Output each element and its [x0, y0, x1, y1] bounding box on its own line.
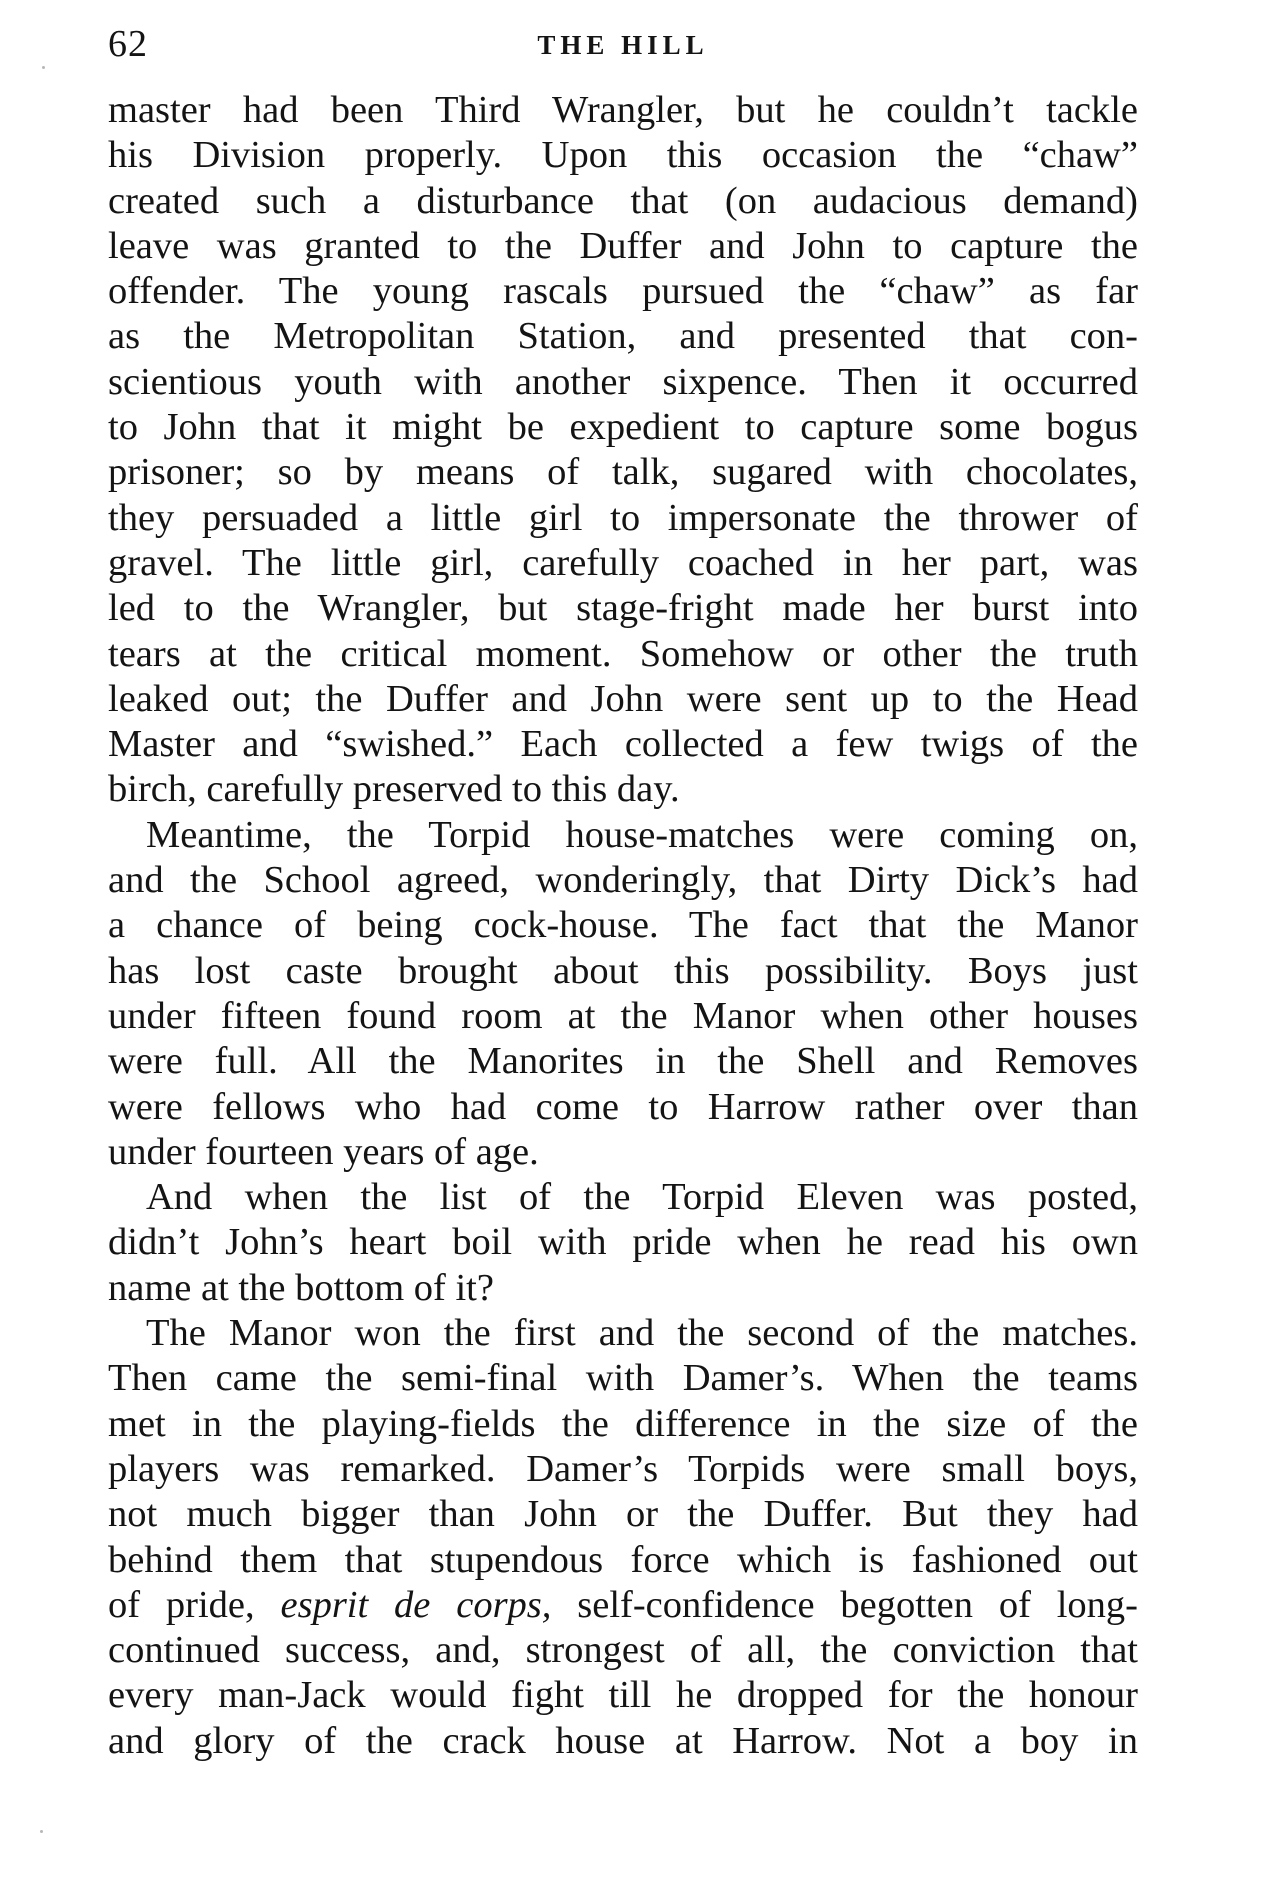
text-line: under fifteen found room at the Manor when other houses	[108, 994, 1138, 1037]
text-line-with-italic	[108, 1583, 1138, 1628]
text-line: behind them that stupendous force which is fashioned out	[108, 1538, 1138, 1581]
text-line: were full. All the Manorites in the Shell and Removes	[108, 1040, 1138, 1083]
text-line: were fellows who had come to Harrow rather over than	[108, 1085, 1138, 1128]
text-line: didn’t John’s heart boil with pride when he read his own	[108, 1221, 1138, 1264]
text-line: they persuaded a little girl to impersonate the thrower of	[108, 496, 1138, 539]
text-line: led to the Wrangler, but stage-fright made her burst into	[108, 587, 1138, 630]
text-line: and glory of the crack house at Harrow. Not a boy in	[108, 1719, 1138, 1762]
text-segment: self-confidence begotten of long-	[551, 1583, 1138, 1626]
text-line: players was remarked. Damer’s Torpids were small boys,	[108, 1447, 1138, 1490]
text-line: prisoner; so by means of talk, sugared with chocolates,	[108, 451, 1138, 494]
running-head	[108, 22, 1138, 72]
text-line: birch, carefully preserved to this day.	[108, 768, 680, 811]
text-line: gravel. The little girl, carefully coached in her part, was	[108, 541, 1138, 584]
text-line: met in the playing-fields the difference in the size of the	[108, 1402, 1138, 1445]
text-line: Meantime, the Torpid house-matches were coming on,	[146, 813, 1138, 856]
text-line: every man-Jack would fight till he dropped for the honour	[108, 1674, 1138, 1717]
text-line: scientious youth with another sixpence. Then it occurred	[108, 360, 1138, 403]
body-text	[108, 88, 1138, 1764]
running-title: THE HILL	[537, 30, 709, 60]
text-line: Master and “swished.” Each collected a few twigs of the	[108, 723, 1138, 766]
italic-phrase: esprit de corps,	[280, 1583, 552, 1626]
text-line: tears at the critical moment. Somehow or other the truth	[108, 632, 1138, 675]
text-line: leave was granted to the Duffer and John to capture the	[108, 224, 1138, 267]
text-line: Then came the semi-final with Damer’s. When the teams	[108, 1357, 1138, 1400]
text-line: name at the bottom of it?	[108, 1266, 494, 1309]
text-line: The Manor won the first and the second of the matches.	[146, 1312, 1138, 1355]
text-line: his Division properly. Upon this occasion the “chaw”	[108, 134, 1138, 177]
text-line: continued success, and, strongest of all, the conviction that	[108, 1629, 1138, 1672]
text-line: leaked out; the Duffer and John were sent up to the Head	[108, 677, 1138, 720]
text-line: offender. The young rascals pursued the “chaw” as far	[108, 270, 1138, 313]
text-line: and the School agreed, wonderingly, that Dirty Dick’s had	[108, 859, 1138, 902]
text-line: to John that it might be expedient to capture some bogus	[108, 406, 1138, 449]
text-line: has lost caste brought about this possibility. Boys just	[108, 949, 1138, 992]
text-line: under fourteen years of age.	[108, 1130, 539, 1173]
margin-speck	[42, 66, 45, 69]
text-line: not much bigger than John or the Duffer. But they had	[108, 1493, 1138, 1536]
text-line: a chance of being cock-house. The fact that the Manor	[108, 904, 1138, 947]
text-line: master had been Third Wrangler, but he couldn’t tackle	[108, 89, 1138, 131]
text-line: And when the list of the Torpid Eleven was posted,	[146, 1176, 1138, 1219]
text-line: as the Metropolitan Station, and presented that con-	[108, 315, 1138, 358]
page-number: 62	[108, 23, 148, 65]
margin-speck	[40, 1830, 43, 1833]
text-line: created such a disturbance that (on audacious demand)	[108, 179, 1138, 222]
text-segment: of pride,	[108, 1583, 281, 1626]
